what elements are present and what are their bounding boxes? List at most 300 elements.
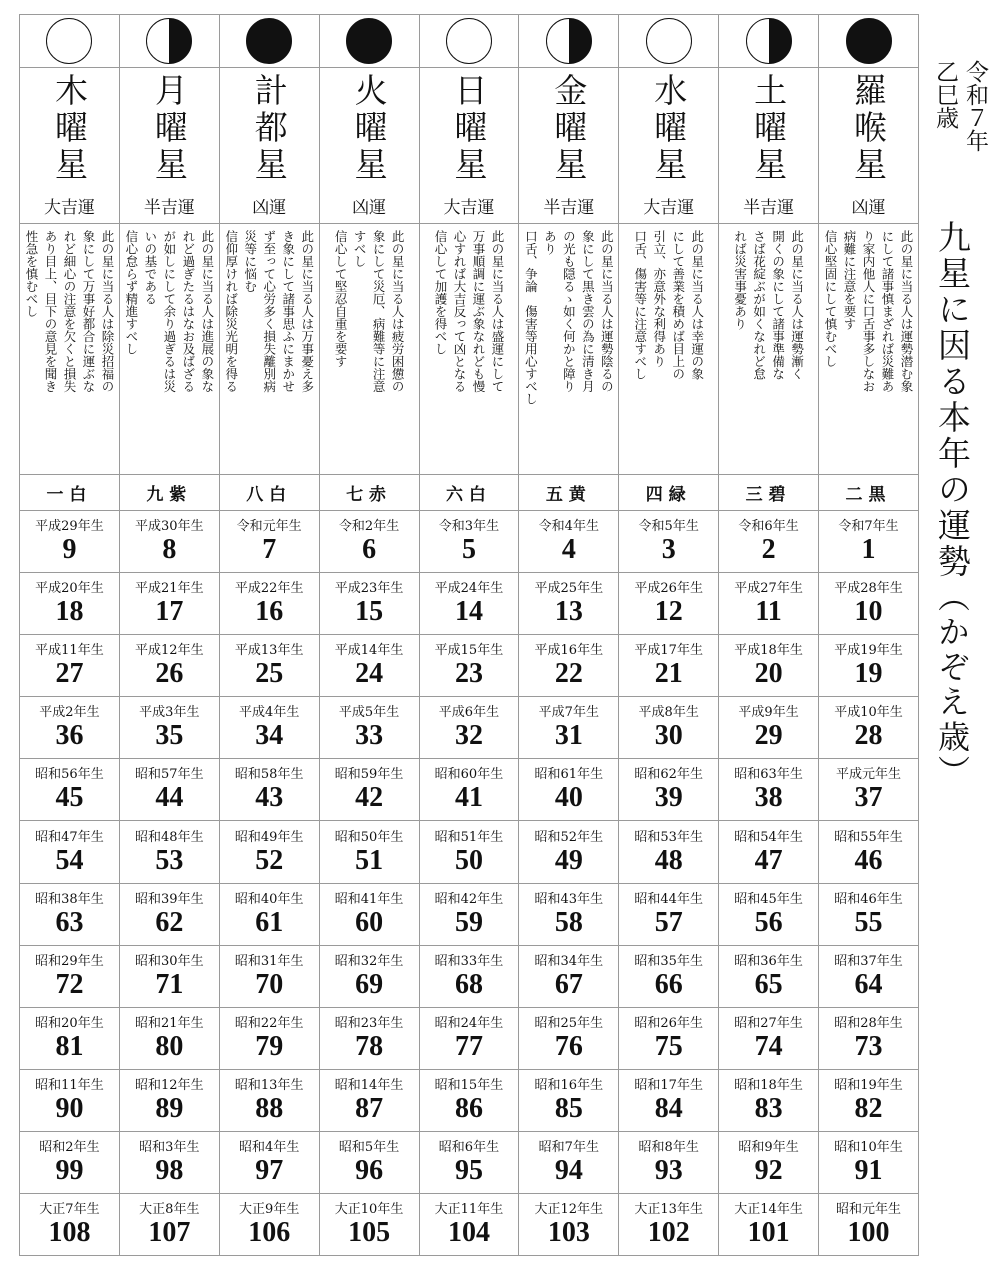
- age-number: 65: [754, 968, 783, 1000]
- birth-year: 昭和39年生: [135, 891, 204, 907]
- age-number: 105: [348, 1217, 391, 1249]
- age-cell: [519, 697, 619, 759]
- age-cell: [819, 697, 919, 759]
- luck-cell: [319, 193, 419, 224]
- birth-year: 平成3年生: [139, 705, 200, 721]
- age-cell: [20, 1194, 120, 1256]
- kyusei-label: 九紫: [146, 485, 193, 505]
- birth-year: 昭和9年生: [738, 1139, 799, 1155]
- birth-year: 平成13年生: [234, 643, 304, 659]
- age-cell: [519, 821, 619, 883]
- age-cell: [419, 759, 519, 821]
- age-number: 18: [55, 596, 84, 628]
- age-number: 74: [754, 1030, 783, 1062]
- age-number: 52: [255, 844, 284, 876]
- age-number: 41: [454, 782, 483, 814]
- birth-year: 令和7年生: [838, 519, 899, 535]
- age-number: 101: [747, 1217, 790, 1249]
- age-cell: [519, 1194, 619, 1256]
- birth-year: 昭和59年生: [334, 767, 404, 783]
- birth-year: 昭和7年生: [538, 1139, 599, 1155]
- age-number: 36: [55, 720, 84, 752]
- birth-year: 昭和62年生: [634, 767, 703, 783]
- age-number: 30: [654, 720, 683, 752]
- title-text: 九星に因る本年の運勢: [933, 220, 972, 580]
- luck-cell: [119, 193, 219, 224]
- age-number: 78: [355, 1030, 384, 1062]
- star-name: 計都星: [249, 73, 289, 184]
- star-cell: [319, 68, 419, 194]
- luck-label: 大吉運: [43, 198, 95, 218]
- age-cell: [819, 1194, 919, 1256]
- age-cell: [319, 573, 419, 635]
- age-row: [20, 573, 919, 635]
- birth-year: 平成19年生: [834, 643, 903, 659]
- age-number: 3: [661, 534, 676, 566]
- birth-year: 平成6年生: [438, 705, 500, 721]
- kyusei-cell: [819, 475, 919, 511]
- age-row: [20, 945, 919, 1007]
- luck-cell: [519, 193, 619, 224]
- birth-year: 平成15年生: [434, 643, 504, 659]
- age-cell: [119, 759, 219, 821]
- desc-cell: [319, 224, 419, 475]
- age-number: 99: [55, 1154, 84, 1186]
- age-cell: [619, 573, 719, 635]
- age-cell: [619, 1069, 719, 1131]
- page-title: [932, 220, 972, 790]
- age-cell: [819, 511, 919, 573]
- age-cell: [819, 1069, 919, 1131]
- birth-year: 令和2年生: [338, 519, 400, 535]
- age-cell: [719, 1069, 819, 1131]
- kyusei-label: 四緑: [645, 485, 692, 505]
- birth-year: 昭和43年生: [534, 891, 604, 907]
- age-number: 28: [854, 720, 883, 752]
- age-number: 107: [148, 1217, 191, 1249]
- age-cell: [20, 1069, 120, 1131]
- age-cell: [119, 1194, 219, 1256]
- age-cell: [619, 511, 719, 573]
- birth-year: 昭和33年生: [434, 953, 504, 969]
- half-moon-icon: [146, 18, 192, 64]
- birth-year: 令和4年生: [538, 519, 599, 535]
- birth-year: 令和6年生: [738, 519, 799, 535]
- birth-year: 平成14年生: [334, 643, 404, 659]
- age-number: 15: [355, 596, 384, 628]
- birth-year: 昭和40年生: [234, 891, 304, 907]
- birth-year: 昭和31年生: [234, 953, 304, 969]
- side-header: [922, 60, 994, 1260]
- birth-year: 平成12年生: [135, 643, 204, 659]
- age-cell: [119, 697, 219, 759]
- kyusei-cell: [319, 475, 419, 511]
- age-number: 1: [861, 534, 876, 566]
- star-cell: [219, 68, 319, 194]
- birth-year: 平成2年生: [39, 705, 100, 721]
- age-number: 108: [48, 1217, 91, 1249]
- age-cell: [419, 945, 519, 1007]
- age-number: 50: [454, 844, 483, 876]
- age-cell: [219, 1007, 319, 1069]
- age-row: [20, 883, 919, 945]
- age-number: 87: [355, 1092, 384, 1124]
- luck-label: 凶運: [252, 198, 287, 218]
- birth-year: 平成元年生: [835, 767, 901, 783]
- age-number: 77: [454, 1030, 483, 1062]
- birth-year: 大正9年生: [239, 1202, 300, 1218]
- moon-cell: [119, 15, 219, 68]
- age-cell: [119, 883, 219, 945]
- age-number: 24: [355, 658, 384, 690]
- full-moon-icon: [46, 18, 92, 64]
- desc-cell: [819, 224, 919, 475]
- age-cell: [719, 945, 819, 1007]
- birth-year: 昭和3年生: [139, 1139, 200, 1155]
- moon-cell: [20, 15, 120, 68]
- age-number: 81: [55, 1030, 84, 1062]
- age-cell: [619, 635, 719, 697]
- birth-year: 平成8年生: [638, 705, 699, 721]
- age-cell: [119, 573, 219, 635]
- age-number: 97: [255, 1154, 284, 1186]
- age-cell: [119, 635, 219, 697]
- birth-year: 昭和11年生: [35, 1077, 104, 1093]
- moon-cell: [419, 15, 519, 68]
- full-moon-icon: [446, 18, 492, 64]
- age-cell: [819, 759, 919, 821]
- age-number: 106: [248, 1217, 291, 1249]
- age-cell: [719, 697, 819, 759]
- age-number: 5: [461, 534, 476, 566]
- age-row: [20, 759, 919, 821]
- fortune-text: 此の星に当る人は運勢陰るの 象にして黒き雲の為に清き月 の光も隠るゝ如く何かと障り あり 口舌、争論 傷害等用心すべし: [523, 230, 615, 405]
- birth-year: 大正8年生: [139, 1202, 200, 1218]
- birth-year: 平成7年生: [538, 705, 599, 721]
- birth-year: 昭和元年生: [835, 1202, 901, 1218]
- age-cell: [619, 1194, 719, 1256]
- age-number: 35: [155, 720, 184, 752]
- age-number: 75: [654, 1030, 683, 1062]
- birth-year: 昭和32年生: [334, 953, 404, 969]
- moon-cell: [219, 15, 319, 68]
- age-cell: [819, 1131, 919, 1193]
- new-moon-icon: [246, 18, 292, 64]
- age-number: 29: [754, 720, 783, 752]
- age-cell: [319, 1131, 419, 1193]
- age-number: 8: [162, 534, 177, 566]
- age-cell: [219, 1069, 319, 1131]
- age-cell: [519, 1131, 619, 1193]
- birth-year: 平成16年生: [534, 643, 604, 659]
- birth-year: 昭和26年生: [634, 1015, 703, 1031]
- age-row: [20, 1131, 919, 1193]
- desc-cell: [219, 224, 319, 475]
- age-number: 42: [355, 782, 384, 814]
- age-cell: [319, 883, 419, 945]
- age-number: 32: [454, 720, 483, 752]
- birth-year: 昭和19年生: [834, 1077, 903, 1093]
- luck-label: 半吉運: [543, 198, 595, 218]
- star-name: 水曜星: [649, 73, 689, 184]
- age-cell: [619, 697, 719, 759]
- birth-year: 大正7年生: [39, 1202, 100, 1218]
- age-cell: [419, 635, 519, 697]
- fortune-text: 此の星に当る人は運勢潜む象 にして諸事慎まざれば災難あ り家内他人に口舌事多しなお 病難に注意を要す 信心堅固にして慎むべし: [823, 230, 914, 393]
- age-number: 16: [255, 596, 284, 628]
- age-cell: [20, 883, 120, 945]
- birth-year: 昭和56年生: [35, 767, 104, 783]
- age-cell: [819, 883, 919, 945]
- birth-year: 平成21年生: [135, 581, 204, 597]
- birth-year: 昭和13年生: [234, 1077, 304, 1093]
- age-number: 92: [754, 1154, 783, 1186]
- age-number: 86: [454, 1092, 483, 1124]
- age-cell: [219, 697, 319, 759]
- age-cell: [219, 511, 319, 573]
- age-number: 45: [55, 782, 84, 814]
- luck-cell: [219, 193, 319, 224]
- birth-year: 昭和29年生: [35, 953, 104, 969]
- age-cell: [319, 1069, 419, 1131]
- birth-year: 昭和21年生: [135, 1015, 204, 1031]
- age-cell: [519, 635, 619, 697]
- birth-year: 平成25年生: [534, 581, 604, 597]
- age-number: 53: [155, 844, 184, 876]
- fortune-text: 此の星に当る人は進展の象な れど過ぎたるはなお及ばざる が如しにして余り過ぎるは災 いの基である 信心怠らず精進すべし: [123, 230, 215, 393]
- moon-cell: [719, 15, 819, 68]
- age-cell: [619, 759, 719, 821]
- desc-cell: [419, 224, 519, 475]
- age-number: 9: [62, 534, 77, 566]
- star-row: [20, 68, 919, 194]
- birth-year: 昭和20年生: [35, 1015, 104, 1031]
- age-number: 20: [754, 658, 783, 690]
- zodiac-line: 乙巳歳: [932, 60, 958, 129]
- age-number: 22: [554, 658, 583, 690]
- birth-year: 昭和28年生: [834, 1015, 903, 1031]
- age-cell: [319, 1007, 419, 1069]
- age-cell: [20, 511, 120, 573]
- age-number: 89: [155, 1092, 184, 1124]
- birth-year: 平成20年生: [35, 581, 104, 597]
- age-cell: [619, 945, 719, 1007]
- age-number: 31: [554, 720, 583, 752]
- birth-year: 平成29年生: [35, 519, 104, 535]
- age-cell: [419, 1069, 519, 1131]
- age-number: 54: [55, 844, 84, 876]
- age-number: 12: [654, 596, 683, 628]
- birth-year: 昭和10年生: [834, 1139, 903, 1155]
- age-cell: [319, 821, 419, 883]
- fortune-text: 此の星に当る人は運勢漸く 開くの象にして諸事準備な さば花綻ぶが如くなれど怠 れば災害事憂あり: [732, 230, 805, 380]
- kyusei-row: [20, 475, 919, 511]
- birth-year: 昭和54年生: [734, 829, 803, 845]
- age-cell: [20, 1007, 120, 1069]
- title-subtext: （かぞえ歳）: [933, 580, 971, 790]
- age-number: 60: [355, 906, 384, 938]
- birth-year: 昭和44年生: [634, 891, 703, 907]
- age-cell: [319, 1194, 419, 1256]
- age-cell: [419, 883, 519, 945]
- age-row: [20, 1069, 919, 1131]
- age-number: 93: [654, 1154, 683, 1186]
- age-number: 88: [255, 1092, 284, 1124]
- age-cell: [20, 635, 120, 697]
- age-number: 96: [355, 1154, 384, 1186]
- age-number: 63: [55, 906, 84, 938]
- age-number: 61: [255, 906, 284, 938]
- birth-year: 昭和60年生: [434, 767, 504, 783]
- age-number: 70: [255, 968, 284, 1000]
- star-name: 火曜星: [349, 73, 389, 184]
- luck-cell: [20, 193, 120, 224]
- age-number: 73: [854, 1030, 883, 1062]
- age-cell: [219, 883, 319, 945]
- age-number: 19: [854, 658, 883, 690]
- age-cell: [419, 511, 519, 573]
- age-cell: [819, 635, 919, 697]
- birth-year: 昭和24年生: [434, 1015, 504, 1031]
- birth-year: 昭和52年生: [534, 829, 604, 845]
- birth-year: 昭和23年生: [334, 1015, 404, 1031]
- age-number: 94: [554, 1154, 583, 1186]
- birth-year: 昭和22年生: [234, 1015, 304, 1031]
- luck-cell: [419, 193, 519, 224]
- desc-row: [20, 224, 919, 475]
- age-number: 39: [654, 782, 683, 814]
- age-number: 90: [55, 1092, 84, 1124]
- age-cell: [319, 635, 419, 697]
- age-cell: [619, 1007, 719, 1069]
- star-name: 木曜星: [49, 73, 89, 184]
- age-number: 51: [355, 844, 384, 876]
- age-cell: [719, 883, 819, 945]
- age-number: 91: [854, 1154, 883, 1186]
- kyusei-label: 三碧: [745, 485, 792, 505]
- age-cell: [719, 573, 819, 635]
- birth-year: 昭和58年生: [234, 767, 304, 783]
- luck-row: [20, 193, 919, 224]
- age-cell: [119, 511, 219, 573]
- kyusei-cell: [419, 475, 519, 511]
- birth-year: 平成5年生: [338, 705, 400, 721]
- birth-year: 昭和34年生: [534, 953, 604, 969]
- age-cell: [519, 759, 619, 821]
- birth-year: 昭和42年生: [434, 891, 504, 907]
- birth-year: 平成10年生: [834, 705, 903, 721]
- birth-year: 昭和15年生: [434, 1077, 504, 1093]
- age-number: 71: [155, 968, 184, 1000]
- age-number: 48: [654, 844, 683, 876]
- kyusei-cell: [219, 475, 319, 511]
- age-cell: [719, 511, 819, 573]
- birth-year: 令和3年生: [438, 519, 500, 535]
- age-number: 26: [155, 658, 184, 690]
- luck-label: 大吉運: [643, 198, 695, 218]
- new-moon-icon: [346, 18, 392, 64]
- age-cell: [819, 1007, 919, 1069]
- age-cell: [119, 1007, 219, 1069]
- birth-year: 昭和35年生: [634, 953, 703, 969]
- kyusei-label: 七赤: [346, 485, 393, 505]
- birth-year: 昭和12年生: [135, 1077, 204, 1093]
- birth-year: 平成17年生: [634, 643, 703, 659]
- star-name: 月曜星: [149, 73, 189, 184]
- age-number: 58: [554, 906, 583, 938]
- birth-year: 昭和2年生: [39, 1139, 100, 1155]
- desc-cell: [519, 224, 619, 475]
- kyusei-cell: [519, 475, 619, 511]
- age-row: [20, 511, 919, 573]
- age-number: 85: [554, 1092, 583, 1124]
- age-cell: [219, 821, 319, 883]
- luck-cell: [719, 193, 819, 224]
- birth-year: 平成22年生: [234, 581, 304, 597]
- age-cell: [20, 1131, 120, 1193]
- age-number: 102: [647, 1217, 690, 1249]
- luck-label: 大吉運: [443, 198, 495, 218]
- birth-year: 令和元年生: [236, 519, 302, 535]
- age-cell: [519, 511, 619, 573]
- birth-year: 平成27年生: [734, 581, 803, 597]
- fortune-text: 此の星に当る人は万事憂え多 き象にして諸事思ふにまかせ ず至って心労多く損失離別病 災等に悩む 信仰厚ければ除災光明を得る: [223, 230, 315, 393]
- age-number: 84: [654, 1092, 683, 1124]
- age-cell: [319, 511, 419, 573]
- age-number: 47: [754, 844, 783, 876]
- age-number: 72: [55, 968, 84, 1000]
- age-number: 13: [554, 596, 583, 628]
- kyusei-cell: [719, 475, 819, 511]
- moon-cell: [819, 15, 919, 68]
- birth-year: 令和5年生: [638, 519, 699, 535]
- birth-year: 昭和45年生: [734, 891, 803, 907]
- birth-year: 大正11年生: [434, 1202, 504, 1218]
- fortune-text: 此の星に当る人は盛運にして 万事順調に運ぶ象なれども慢 心すれば大吉反って凶となる 信心して加護を得べし: [432, 230, 505, 393]
- age-number: 66: [654, 968, 683, 1000]
- kyusei-label: 一白: [46, 485, 93, 505]
- age-number: 44: [155, 782, 184, 814]
- age-number: 6: [362, 534, 377, 566]
- age-row: [20, 635, 919, 697]
- age-cell: [20, 697, 120, 759]
- fortune-text: 此の星に当る人は除災招福の 象にして万事好都合に運ぶな れど細心の注意を欠くと損失 あり目上、目下の意見を聞き 性急を慎むべし: [23, 230, 115, 393]
- age-number: 7: [262, 534, 277, 566]
- age-cell: [119, 1069, 219, 1131]
- kyusei-cell: [119, 475, 219, 511]
- age-cell: [719, 1007, 819, 1069]
- age-number: 98: [155, 1154, 184, 1186]
- age-number: 33: [355, 720, 384, 752]
- age-number: 25: [255, 658, 284, 690]
- age-number: 21: [654, 658, 683, 690]
- age-cell: [519, 1069, 619, 1131]
- birth-year: 昭和6年生: [438, 1139, 500, 1155]
- age-number: 14: [454, 596, 483, 628]
- age-cell: [819, 821, 919, 883]
- age-number: 40: [554, 782, 583, 814]
- age-cell: [219, 1131, 319, 1193]
- age-number: 82: [854, 1092, 883, 1124]
- birth-year: 昭和37年生: [834, 953, 903, 969]
- birth-year: 昭和53年生: [634, 829, 703, 845]
- age-cell: [20, 759, 120, 821]
- birth-year: 昭和63年生: [734, 767, 803, 783]
- birth-year: 昭和51年生: [434, 829, 504, 845]
- age-number: 104: [447, 1217, 490, 1249]
- age-cell: [219, 759, 319, 821]
- birth-year: 昭和25年生: [534, 1015, 604, 1031]
